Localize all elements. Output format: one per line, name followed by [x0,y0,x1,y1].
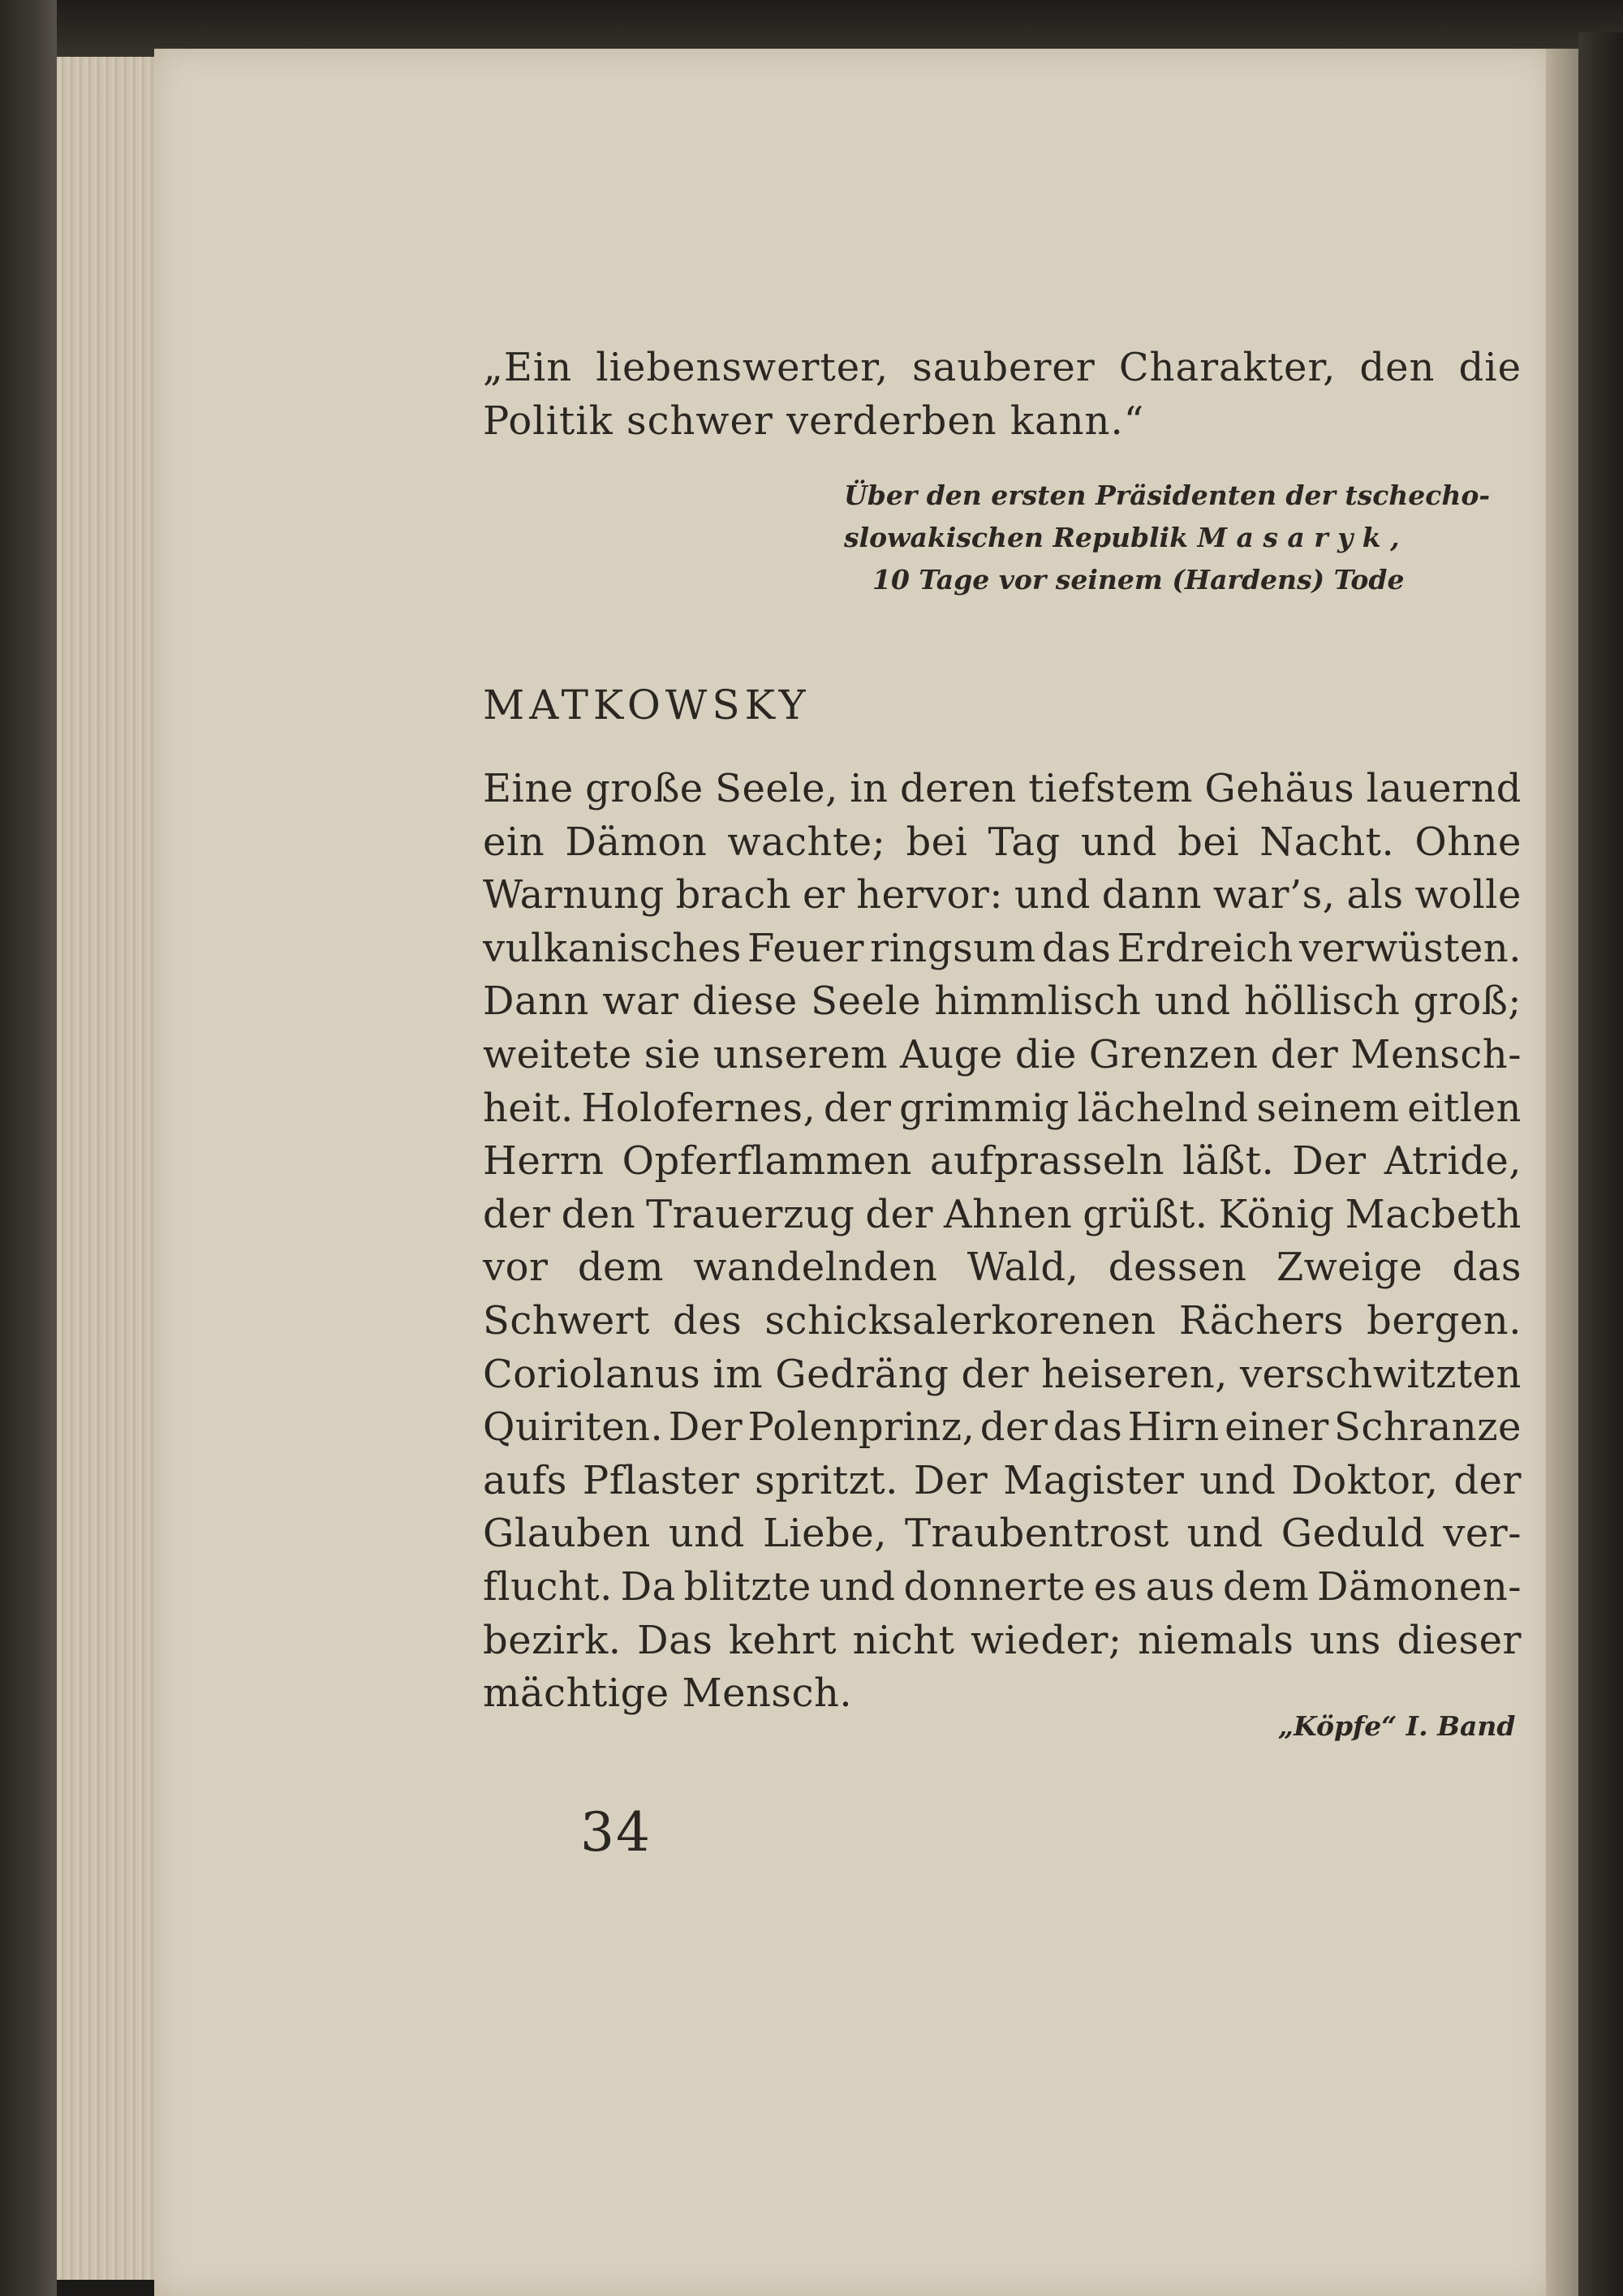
epigraph-attribution [844,475,1542,601]
body-line: Glauben und Liebe, Traubentrost und Geduld ver- [483,1511,1522,1557]
body-paragraph [483,763,1522,1721]
body-line: Coriolanus im Gedräng der heiseren, verschwitzten [483,1351,1522,1397]
quote-line: Politik schwer verderben kann.“ [483,398,1145,444]
body-line: Quiriten. Der Polenprinz, der das Hirn einer Schranze [483,1404,1522,1451]
book-spine-edge [0,0,57,2296]
body-line: vor dem wandelnden Wald, dessen Zweige das [483,1245,1522,1291]
body-line: mächtige Mensch. [483,1670,853,1717]
attribution-line: slowakischen Republik M a s a r y k , [844,522,1400,553]
epigraph-quote [483,341,1522,448]
body-line: flucht. Da blitzte und donnerte es aus dem Dämonen- [483,1563,1522,1610]
body-line: weitete sie unserem Auge die Grenzen der Mensch- [483,1031,1522,1077]
body-line: aufs Pflaster spritzt. Der Magister und Doktor, der [483,1457,1522,1503]
page-number: 34 [580,1801,652,1864]
section-heading: MATKOWSKY [483,681,811,729]
body-line: Herrn Opferflammen aufprasseln läßt. Der Atride, [483,1138,1522,1185]
scan-background-right [1578,32,1623,2296]
body-line: ein Dämon wachte; bei Tag und bei Nacht. Ohne [483,819,1522,865]
body-line: Schwert des schicksalerkorenen Rächers bergen. [483,1297,1522,1344]
page-right-shadow [1546,49,1578,2296]
body-line: der den Trauerzug der Ahnen grüßt. König Macbeth [483,1191,1522,1237]
attribution-line: Über den ersten Präsidenten der tschecho- [844,479,1491,511]
attribution-line: 10 Tage vor seinem (Hardens) Tode [872,564,1405,595]
body-line: bezirk. Das kehrt nicht wieder; niemals uns dieser [483,1617,1522,1663]
quote-line: „Ein liebenswerter, sauberer Charakter, den die [483,345,1522,390]
body-line: vulkanisches Feuer ringsum das Erdreich verwüsten. [483,925,1522,971]
body-line: Eine große Seele, in deren tiefstem Gehäus lauernd [483,766,1522,811]
body-line: heit. Holofernes, der grimmig lächelnd seinem eitlen [483,1085,1522,1131]
body-line: Dann war diese Seele himmlisch und höllisch groß; [483,978,1522,1025]
body-line: Warnung brach er hervor: und dann war’s, als wolle [483,872,1522,918]
source-citation: „Köpfe“ I. Band [1278,1710,1516,1742]
page-stack-edges [57,57,162,2280]
